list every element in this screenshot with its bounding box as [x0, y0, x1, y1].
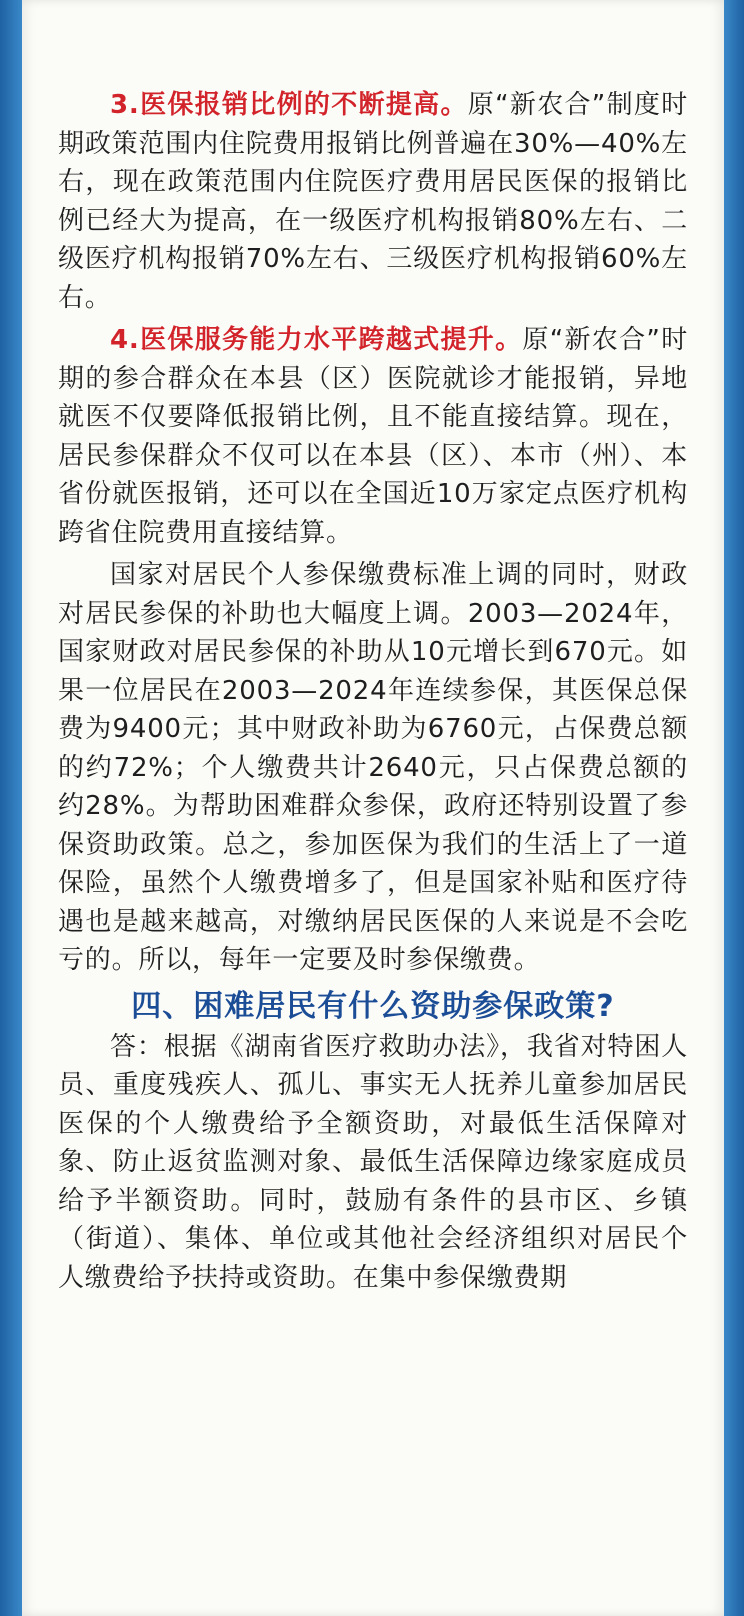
answer-paragraph: 答：根据《湖南省医疗救助办法》，我省对特困人员、重度残疾人、孤儿、事实无人抚养儿童参加居民医保的个人缴费给予全额资助，对最低生活保障对象、防止返贫监测对象、最低生活保障边缘家庭成员给予半额资助。同时，鼓励有条件的县市区、乡镇（街道）、集体、单位或其他社会经济组织对居民个人缴费给予扶持或资助。在集中参保缴费期 — [58, 1031, 688, 1293]
section3-body: 原“新农合”制度时期政策范围内住院费用报销比例普遍在30%—40%左右，现在政策范围内住院医疗费用居民医保的报销比例已经大为提高，在一级医疗机构报销80%左右、二级医疗机构报销70%左右、三级医疗机构报销60%左右。 — [58, 90, 689, 313]
right-blue-border — [724, 0, 744, 1616]
section3-title: 3.医保报销比例的不断提高。 — [110, 90, 468, 120]
document-page — [22, 0, 724, 1616]
section4-body: 原“新农合”时期的参合群众在本县（区）医院就诊才能报销，异地就医不仅要降低报销比例，且不能直接结算。现在，居民参保群众不仅可以在本县（区）、本市（州）、本省份就医报销，还可以在全国近10万家定点医疗机构跨省住院费用直接结算。 — [58, 325, 688, 548]
section3-paragraph — [58, 86, 688, 317]
section4-paragraph — [58, 321, 688, 552]
section-heading: 四、困难居民有什么资助参保政策? — [131, 988, 615, 1024]
document-content — [58, 86, 688, 1297]
subsidy-paragraph: 国家对居民个人参保缴费标准上调的同时，财政对居民参保的补助也大幅度上调。2003—2024年，国家财政对居民参保的补助从10元增长到670元。如果一位居民在2003—2024年连续参保，其医保总保费为9400元；其中财政补助为6760元，占保费总额的约72%；个人缴费共计2640元，只占保费总额的约28%。为帮助困难群众参保，政府还特别设置了参保资助政策。总之，参加医保为我们的生活上了一道保险，虽然个人缴费增多了，但是国家补贴和医疗待遇也是越来越高，对缴纳居民医保的人来说是不会吃亏的。所以，每年一定要及时参保缴费。 — [58, 560, 688, 975]
left-blue-border — [0, 0, 22, 1616]
section4-title: 4.医保服务能力水平跨越式提升。 — [110, 325, 523, 355]
